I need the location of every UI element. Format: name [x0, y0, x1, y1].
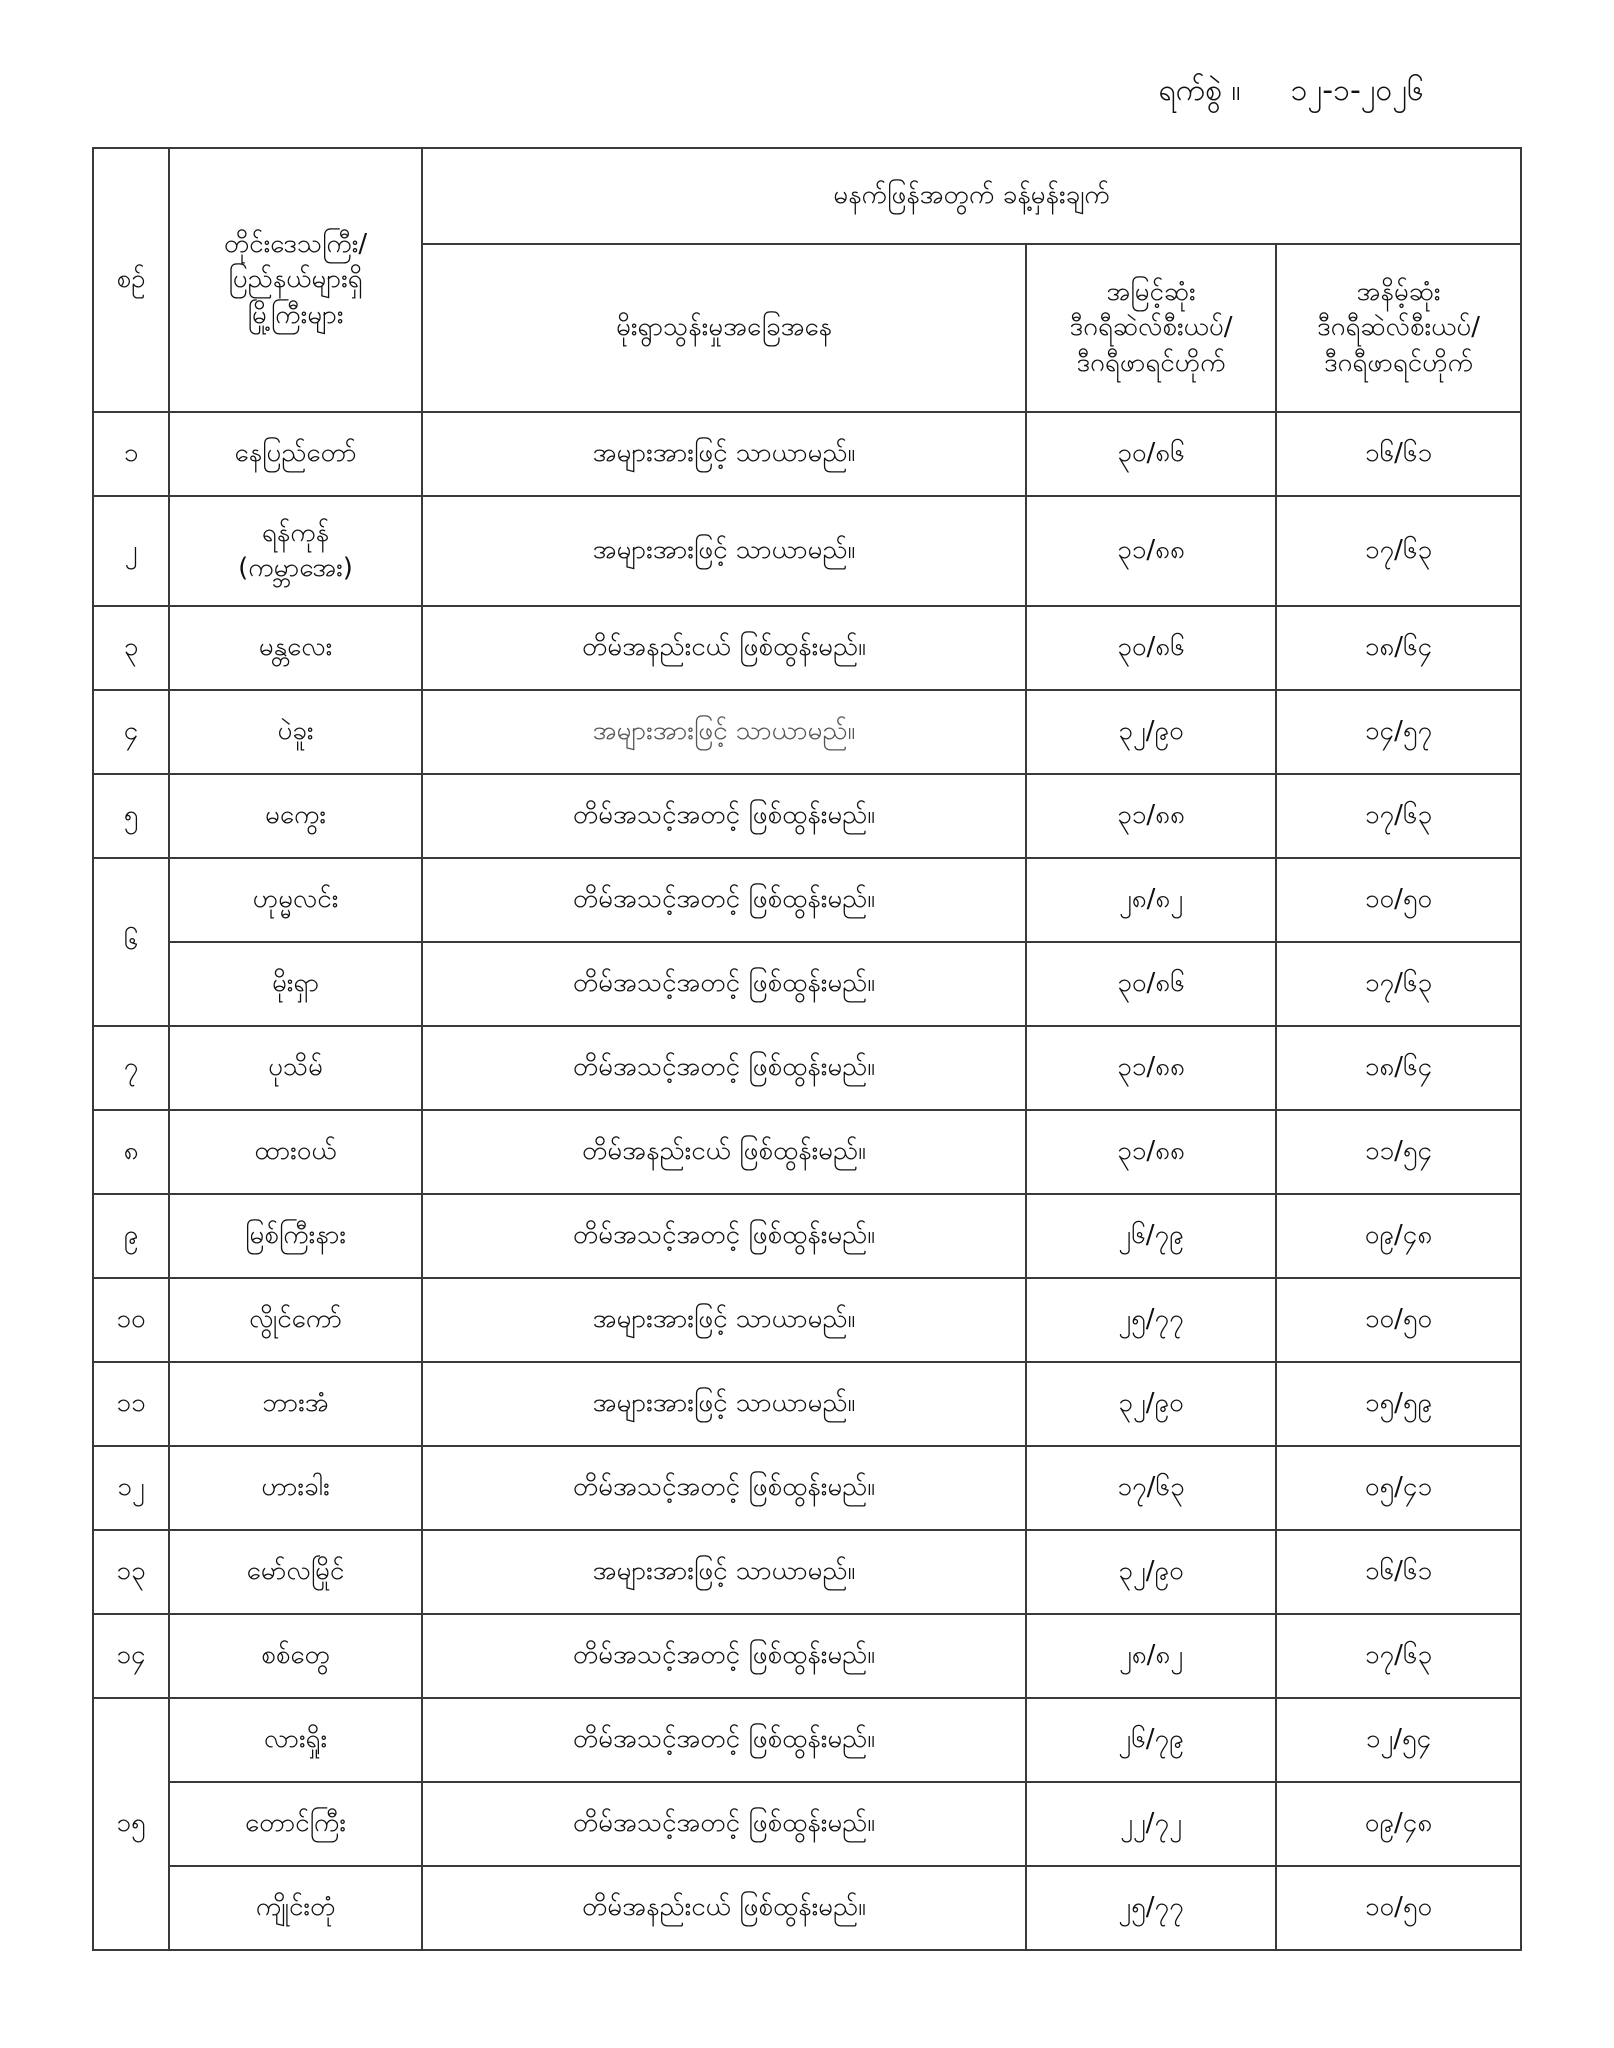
header-min-line: ဒီဂရီဖာရင်ဟိုက်	[1323, 347, 1474, 378]
header-city-line: ပြည်နယ်များရှိ	[228, 264, 363, 295]
table-row	[93, 1614, 1521, 1698]
table-row	[93, 1278, 1521, 1362]
cell-serial: ၁၄	[93, 1614, 169, 1698]
cell-max-temp: ၂၆/၇၉	[1026, 1698, 1276, 1782]
cell-city: မကွေး	[169, 774, 422, 858]
cell-min-temp: ၁၆/၆၁	[1276, 1530, 1521, 1614]
cell-city: လားရှိုး	[169, 1698, 422, 1782]
cell-weather: အများအားဖြင့် သာယာမည်။	[422, 412, 1026, 496]
cell-weather: အများအားဖြင့် သာယာမည်။	[422, 1530, 1026, 1614]
cell-weather: တိမ်အနည်းငယ် ဖြစ်ထွန်းမည်။	[422, 1110, 1026, 1194]
cell-weather: တိမ်အသင့်အတင့် ဖြစ်ထွန်းမည်။	[422, 1614, 1026, 1698]
cell-weather: တိမ်အသင့်အတင့် ဖြစ်ထွန်းမည်။	[422, 774, 1026, 858]
table-row	[93, 690, 1521, 774]
cell-serial: ၁၂	[93, 1446, 169, 1530]
table-row	[93, 942, 1521, 1026]
cell-serial: ၁၅	[93, 1698, 169, 1950]
header-city-line: မြို့ကြီးများ	[247, 299, 344, 330]
cell-weather: အများအားဖြင့် သာယာမည်။	[422, 1278, 1026, 1362]
cell-min-temp: ၁၇/၆၃	[1276, 942, 1521, 1026]
cell-min-temp: ၁၇/၆၃	[1276, 496, 1521, 606]
cell-min-temp: ၁၆/၆၁	[1276, 412, 1521, 496]
cell-min-temp: ၁၁/၅၄	[1276, 1110, 1521, 1194]
header-weather: မိုးရွာသွန်းမှုအခြေအနေ	[422, 244, 1026, 412]
cell-city-subname: (ကမ္ဘာအေး)	[238, 553, 353, 583]
table-row	[93, 412, 1521, 496]
cell-city: မိုးရှာ	[169, 942, 422, 1026]
cell-max-temp: ၃၀/၈၆	[1026, 942, 1276, 1026]
cell-city: ဟားခါး	[169, 1446, 422, 1530]
cell-max-temp: ၃၁/၈၈	[1026, 496, 1276, 606]
cell-serial: ၁	[93, 412, 169, 496]
cell-city: ကျိုင်းတုံ	[169, 1866, 422, 1950]
cell-min-temp: ၁၀/၅၀	[1276, 1866, 1521, 1950]
cell-max-temp: ၃၀/၈၆	[1026, 606, 1276, 690]
cell-city: လွိုင်ကော်	[169, 1278, 422, 1362]
cell-serial: ၁၁	[93, 1362, 169, 1446]
table-row	[93, 1530, 1521, 1614]
header-max-line: ဒီဂရီဆဲလ်စီးယပ်/	[1069, 312, 1233, 343]
table-row	[93, 606, 1521, 690]
cell-max-temp: ၁၇/၆၃	[1026, 1446, 1276, 1530]
header-forecast-group: မနက်ဖြန်အတွက် ခန့်မှန်းချက်	[422, 148, 1521, 244]
cell-serial: ၉	[93, 1194, 169, 1278]
cell-max-temp: ၃၂/၉၀	[1026, 1530, 1276, 1614]
cell-serial: ၇	[93, 1026, 169, 1110]
cell-serial: ၆	[93, 858, 169, 1026]
cell-weather: တိမ်အသင့်အတင့် ဖြစ်ထွန်းမည်။	[422, 1026, 1026, 1110]
cell-serial: ၃	[93, 606, 169, 690]
table-row	[93, 1362, 1521, 1446]
cell-city: မော်လမြိုင်	[169, 1530, 422, 1614]
cell-weather: အများအားဖြင့် သာယာမည်။	[422, 496, 1026, 606]
table-row	[93, 774, 1521, 858]
cell-min-temp: ၁၂/၅၄	[1276, 1698, 1521, 1782]
cell-serial: ၂	[93, 496, 169, 606]
cell-city: ဘားအံ	[169, 1362, 422, 1446]
cell-weather: တိမ်အသင့်အတင့် ဖြစ်ထွန်းမည်။	[422, 1194, 1026, 1278]
cell-weather: တိမ်အသင့်အတင့် ဖြစ်ထွန်းမည်။	[422, 1446, 1026, 1530]
cell-serial: ၄	[93, 690, 169, 774]
date-label: ရက်စွဲ ။	[1158, 73, 1241, 108]
cell-weather: အများအားဖြင့် သာယာမည်။	[422, 690, 1026, 774]
table-row	[93, 1110, 1521, 1194]
header-city	[169, 148, 422, 412]
cell-city: စစ်တွေ	[169, 1614, 422, 1698]
header-min-temp	[1276, 244, 1521, 412]
header-min-line: အနိမ့်ဆုံး	[1356, 277, 1441, 308]
table-row	[93, 1866, 1521, 1950]
header-row-1	[93, 148, 1521, 244]
cell-weather: တိမ်အနည်းငယ် ဖြစ်ထွန်းမည်။	[422, 606, 1026, 690]
cell-min-temp: ၁၈/၆၄	[1276, 606, 1521, 690]
cell-serial: ၈	[93, 1110, 169, 1194]
cell-min-temp: ၁၇/၆၃	[1276, 1614, 1521, 1698]
document-date	[1159, 70, 1424, 115]
cell-max-temp: ၂၅/၇၇	[1026, 1278, 1276, 1362]
cell-max-temp: ၂၂/၇၂	[1026, 1782, 1276, 1866]
cell-max-temp: ၃၂/၉၀	[1026, 690, 1276, 774]
cell-weather: တိမ်အနည်းငယ် ဖြစ်ထွန်းမည်။	[422, 1866, 1026, 1950]
cell-min-temp: ၁၄/၅၇	[1276, 690, 1521, 774]
cell-serial: ၁၃	[93, 1530, 169, 1614]
cell-max-temp: ၂၅/၇၇	[1026, 1866, 1276, 1950]
cell-city-name: ရန်ကုန်	[261, 517, 330, 548]
cell-city: မန္တလေး	[169, 606, 422, 690]
table-row	[93, 1782, 1521, 1866]
cell-max-temp: ၂၈/၈၂	[1026, 858, 1276, 942]
cell-city: မြစ်ကြီးနား	[169, 1194, 422, 1278]
cell-city: ပဲခူး	[169, 690, 422, 774]
table-row	[93, 1698, 1521, 1782]
cell-city: ဟုမ္မလင်း	[169, 858, 422, 942]
cell-max-temp: ၃၁/၈၈	[1026, 774, 1276, 858]
header-serial: စဉ်	[93, 148, 169, 412]
cell-serial: ၁၀	[93, 1278, 169, 1362]
header-max-line: အမြင့်ဆုံး	[1106, 277, 1196, 308]
header-max-line: ဒီဂရီဖာရင်ဟိုက်	[1076, 347, 1226, 378]
cell-max-temp: ၃၁/၈၈	[1026, 1026, 1276, 1110]
cell-max-temp: ၃၂/၉၀	[1026, 1362, 1276, 1446]
weather-forecast-table	[92, 147, 1522, 1951]
cell-min-temp: ၁၀/၅၀	[1276, 1278, 1521, 1362]
cell-min-temp: ၁၇/၆၃	[1276, 774, 1521, 858]
table-row	[93, 496, 1521, 606]
cell-city: ပုသိမ်	[169, 1026, 422, 1110]
cell-city: နေပြည်တော်	[169, 412, 422, 496]
table-row	[93, 1026, 1521, 1110]
cell-serial: ၅	[93, 774, 169, 858]
table-row	[93, 858, 1521, 942]
cell-max-temp: ၃၁/၈၈	[1026, 1110, 1276, 1194]
cell-city: ထားဝယ်	[169, 1110, 422, 1194]
cell-min-temp: ၁၅/၅၉	[1276, 1362, 1521, 1446]
cell-min-temp: ၀၅/၄၁	[1276, 1446, 1521, 1530]
cell-max-temp: ၂၈/၈၂	[1026, 1614, 1276, 1698]
header-max-temp	[1026, 244, 1276, 412]
cell-weather: တိမ်အသင့်အတင့် ဖြစ်ထွန်းမည်။	[422, 1782, 1026, 1866]
cell-min-temp: ၁၈/၆၄	[1276, 1026, 1521, 1110]
cell-max-temp: ၃၀/၈၆	[1026, 412, 1276, 496]
cell-city: တောင်ကြီး	[169, 1782, 422, 1866]
cell-min-temp: ၀၉/၄၈	[1276, 1194, 1521, 1278]
cell-weather: အများအားဖြင့် သာယာမည်။	[422, 1362, 1026, 1446]
header-city-line: တိုင်းဒေသကြီး/	[223, 229, 368, 260]
table-row	[93, 1446, 1521, 1530]
cell-weather: တိမ်အသင့်အတင့် ဖြစ်ထွန်းမည်။	[422, 942, 1026, 1026]
cell-city	[169, 496, 422, 606]
header-min-line: ဒီဂရီဆဲလ်စီးယပ်/	[1317, 312, 1480, 343]
cell-min-temp: ၀၉/၄၈	[1276, 1782, 1521, 1866]
date-value: ၁၂-၁-၂၀၂၆	[1290, 73, 1424, 108]
table-row	[93, 1194, 1521, 1278]
cell-min-temp: ၁၀/၅၀	[1276, 858, 1521, 942]
cell-weather: တိမ်အသင့်အတင့် ဖြစ်ထွန်းမည်။	[422, 1698, 1026, 1782]
cell-max-temp: ၂၆/၇၉	[1026, 1194, 1276, 1278]
cell-weather: တိမ်အသင့်အတင့် ဖြစ်ထွန်းမည်။	[422, 858, 1026, 942]
